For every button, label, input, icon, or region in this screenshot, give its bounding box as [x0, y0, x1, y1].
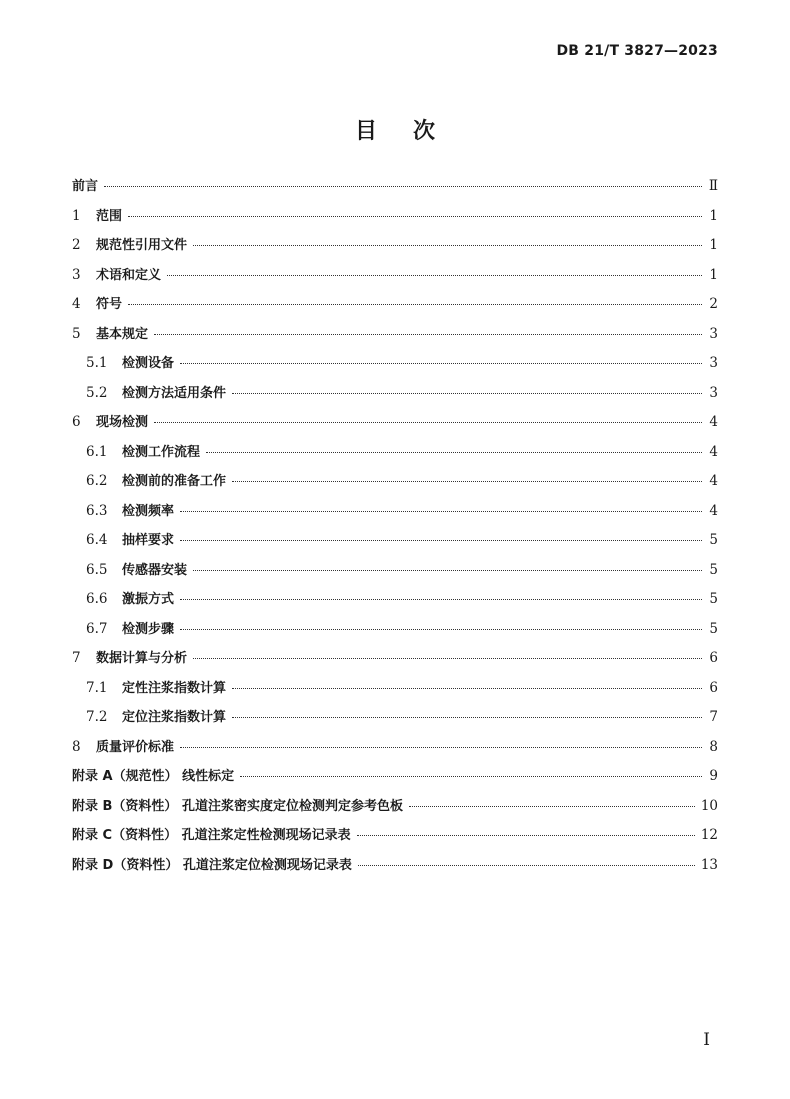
- toc-entry-number: 2: [72, 237, 81, 253]
- toc-entry-number: 6: [72, 414, 81, 430]
- toc-entry[interactable]: [72, 585, 718, 615]
- toc-entry-number: 6.3: [86, 502, 108, 519]
- dot-leader: [358, 864, 695, 866]
- toc-entry-number: 5: [72, 325, 81, 342]
- dot-leader: [232, 716, 702, 718]
- toc-entry[interactable]: [72, 762, 718, 792]
- toc-entry-title: 术语和定义: [96, 267, 162, 283]
- toc-entry-page: 10: [700, 797, 718, 814]
- toc-entry-page: 5: [709, 532, 718, 548]
- toc-entry-title: 检测频率: [122, 503, 175, 519]
- dot-leader: [180, 598, 702, 600]
- toc-heading: [0, 114, 790, 145]
- dot-leader: [193, 244, 702, 246]
- toc-entry-title: 附录 A（规范性） 线性标定: [72, 769, 235, 784]
- toc-entry-number: 5.2: [86, 384, 108, 401]
- dot-leader: [232, 392, 702, 394]
- dot-leader: [154, 333, 702, 335]
- toc-entry[interactable]: [72, 231, 718, 261]
- toc-entry-number: 7.1: [86, 679, 108, 696]
- toc-entry-title: 数据计算与分析: [96, 651, 188, 666]
- dot-leader: [180, 510, 702, 512]
- page-number: I: [703, 1030, 710, 1050]
- toc-entry-number: 7.2: [86, 709, 108, 725]
- toc-entry-page: 3: [709, 325, 718, 342]
- toc-entry-page: 4: [709, 502, 718, 519]
- toc-entry[interactable]: [72, 733, 718, 763]
- toc-entry-number: 5.1: [86, 355, 108, 371]
- toc-entry-title: 定性注浆指数计算: [122, 680, 227, 696]
- toc-entry-page: 4: [709, 443, 718, 460]
- dot-leader: [180, 746, 702, 748]
- dot-leader: [193, 569, 702, 571]
- toc-entry-number: 6.2: [86, 473, 108, 489]
- toc-entry-page: 4: [709, 473, 718, 489]
- toc-entry-number: 6.5: [86, 561, 108, 578]
- toc-entry-title: 现场检测: [96, 415, 149, 430]
- toc-entry-number: 6.6: [86, 591, 108, 607]
- toc-entry-title: 范围: [96, 208, 123, 224]
- toc-entry-page: 3: [709, 355, 718, 371]
- toc-entry-title: 基本规定: [96, 326, 149, 342]
- toc-entry-page: 13: [700, 856, 718, 873]
- toc-entry-title: 抽样要求: [122, 533, 175, 548]
- toc-entry-page: 1: [709, 237, 718, 253]
- toc-entry-page: 5: [709, 591, 718, 607]
- toc-entry-page: 7: [709, 709, 718, 725]
- toc-entry-title: 附录 D（资料性） 孔道注浆定位检测现场记录表: [72, 857, 352, 873]
- toc-entry-page: 4: [709, 414, 718, 430]
- toc-entry-title: 传感器安装: [122, 562, 188, 578]
- toc-entry-title: 检测方法适用条件: [122, 385, 227, 401]
- toc-entry-title: 激振方式: [122, 592, 175, 607]
- toc-entry-title: 质量评价标准: [96, 739, 175, 755]
- toc-entry[interactable]: [72, 408, 718, 438]
- dot-leader: [232, 687, 702, 689]
- toc-entry-title: 检测步骤: [122, 621, 175, 637]
- toc-entry-page: Ⅱ: [708, 178, 718, 194]
- toc-entry[interactable]: [72, 467, 718, 497]
- dot-leader: [180, 539, 702, 541]
- toc-entry-number: 4: [72, 296, 81, 312]
- toc-entry-number: 6.1: [86, 443, 108, 460]
- toc-entry-number: 1: [72, 207, 81, 224]
- toc-entry-page: 5: [709, 620, 718, 637]
- toc-entry-title: 前言: [72, 179, 99, 194]
- toc-entry[interactable]: [72, 438, 718, 468]
- dot-leader: [357, 834, 695, 836]
- dot-leader: [232, 480, 702, 482]
- dot-leader: [180, 362, 702, 364]
- dot-leader: [193, 657, 702, 659]
- toc-entry-title: 检测工作流程: [122, 444, 201, 460]
- toc-entry-title: 符号: [96, 297, 123, 312]
- toc-entry-number: 8: [72, 738, 81, 755]
- toc-entry[interactable]: [72, 851, 718, 881]
- toc-entry-page: 1: [709, 207, 718, 224]
- dot-leader: [154, 421, 702, 423]
- toc-heading-char-2: 次: [413, 119, 436, 144]
- toc-entry-title: 检测设备: [122, 356, 175, 371]
- dot-leader: [128, 215, 702, 217]
- table-of-contents: [72, 172, 718, 880]
- toc-entry-page: 5: [709, 561, 718, 578]
- toc-entry[interactable]: [72, 261, 718, 291]
- toc-entry-number: 3: [72, 266, 81, 283]
- toc-entry-number: 7: [72, 650, 81, 666]
- dot-leader: [240, 775, 702, 777]
- toc-entry[interactable]: [72, 202, 718, 232]
- toc-heading-char-1: 目: [354, 119, 377, 144]
- toc-entry-page: 12: [700, 827, 718, 843]
- dot-leader: [128, 303, 702, 305]
- toc-entry[interactable]: [72, 379, 718, 409]
- toc-entry-title: 附录 B（资料性） 孔道注浆密实度定位检测判定参考色板: [72, 798, 403, 814]
- toc-entry[interactable]: [72, 320, 718, 350]
- toc-entry[interactable]: [72, 615, 718, 645]
- toc-entry-page: 6: [709, 679, 718, 696]
- toc-entry[interactable]: [72, 290, 718, 320]
- toc-entry[interactable]: [72, 703, 718, 733]
- toc-entry-page: 2: [709, 296, 718, 312]
- toc-entry-page: 8: [709, 738, 718, 755]
- toc-entry[interactable]: [72, 349, 718, 379]
- toc-entry[interactable]: [72, 497, 718, 527]
- toc-entry[interactable]: [72, 644, 718, 674]
- dot-leader: [167, 274, 702, 276]
- standard-code: DB 21/T 3827—2023: [556, 43, 718, 59]
- dot-leader: [180, 628, 702, 630]
- toc-entry-number: 6.4: [86, 532, 108, 548]
- toc-entry-page: 9: [709, 768, 718, 784]
- toc-entry[interactable]: [72, 674, 718, 704]
- toc-entry[interactable]: [72, 526, 718, 556]
- toc-entry[interactable]: [72, 172, 718, 202]
- toc-entry[interactable]: [72, 792, 718, 822]
- toc-entry-page: 1: [709, 266, 718, 283]
- dot-leader: [409, 805, 695, 807]
- toc-entry-title: 附录 C（资料性） 孔道注浆定性检测现场记录表: [72, 828, 351, 843]
- toc-entry-page: 6: [709, 650, 718, 666]
- toc-entry-title: 检测前的准备工作: [122, 474, 227, 489]
- toc-entry-title: 规范性引用文件: [96, 238, 188, 253]
- toc-entry[interactable]: [72, 556, 718, 586]
- toc-entry-page: 3: [709, 384, 718, 401]
- toc-entry-title: 定位注浆指数计算: [122, 710, 227, 725]
- dot-leader: [206, 451, 702, 453]
- toc-entry-number: 6.7: [86, 620, 108, 637]
- toc-entry[interactable]: [72, 821, 718, 851]
- dot-leader: [104, 185, 702, 187]
